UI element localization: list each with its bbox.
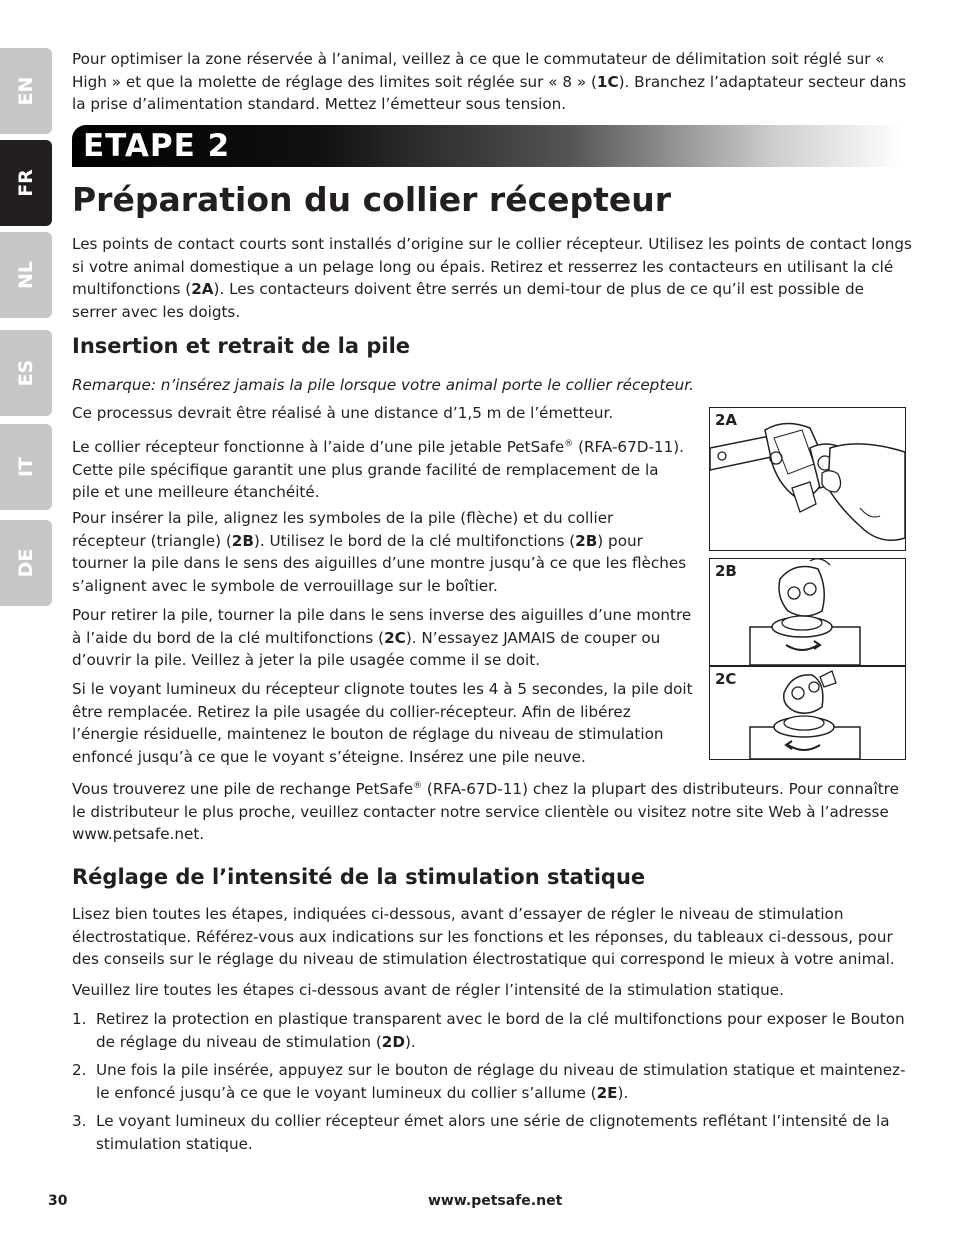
tab-es[interactable] <box>0 330 52 416</box>
figure-2c-label: 2C <box>715 670 737 688</box>
figure-2a <box>709 407 906 551</box>
figure-2b-2c <box>709 558 906 760</box>
tab-label-de: DE <box>15 548 37 578</box>
tab-en[interactable] <box>0 48 52 134</box>
contacts-text-2: ). Les contacteurs doivent être serrés un demi-tour de plus de ce qu’il est possible de serrer avec les doigts. <box>72 280 864 321</box>
static-steps-list <box>72 1008 908 1155</box>
tab-label-en: EN <box>15 76 37 106</box>
intro-text-2: ). Branchez l’adaptateur secteur dans la prise d’alimentation standard. Mettez l’émetteur sous tension. <box>72 72 907 113</box>
page-title: Préparation du collier récepteur <box>72 180 672 219</box>
battery-p3-text-a: Pour insérer la pile, alignez les symboles de la pile (flèche) et du collier récepteur (triangle) ( <box>72 509 614 550</box>
static-read-steps: Veuillez lire toutes les étapes ci-dessous avant de régler l’intensité de la stimulation statique. <box>72 981 784 999</box>
list-item <box>72 1059 908 1104</box>
tab-nl[interactable] <box>0 232 52 318</box>
step-banner-label: ETAPE 2 <box>83 128 231 164</box>
static-intro: Lisez bien toutes les étapes, indiquées ci-dessous, avant d’essayer de régler le niveau de stimulation électrostatique. Référez-vous aux indications sur les fonctions et les réponses, du tableaux ci-dessous, pour des conseils sur le réglage du niveau de stimulation électrostatique qui correspond le mieux à votre animal. <box>72 905 895 968</box>
step-number: 3. <box>72 1112 87 1130</box>
battery-ref-2c: 2C <box>384 628 406 647</box>
step-ref-2e: 2E <box>596 1083 618 1102</box>
tab-label-fr: FR <box>15 169 37 197</box>
battery-insert <box>72 507 687 597</box>
wrench-contacts-illustration <box>710 408 905 550</box>
battery-heading: Insertion et retrait de la pile <box>72 334 411 358</box>
list-item <box>72 1110 908 1155</box>
battery-note: Remarque: n’insérez jamais la pile lorsque votre animal porte le collier récepteur. <box>72 376 694 394</box>
tab-label-nl: NL <box>15 260 37 290</box>
static-heading: Réglage de l’intensité de la stimulation statique <box>72 865 646 889</box>
figure-2a-label: 2A <box>715 411 738 429</box>
tab-label-it: IT <box>15 456 37 478</box>
intro-text-1: Pour optimiser la zone réservée à l’animal, veillez à ce que le commutateur de délimitation soit réglé sur « High » et que la molette de réglage des limites soit réglée sur « 8 » ( <box>72 50 885 91</box>
battery-ref-2b-2: 2B <box>575 531 598 550</box>
step-ref-2d: 2D <box>381 1032 405 1051</box>
contacts-text-1: Les points de contact courts sont installés d’origine sur le collier récepteur. Utilisez les points de contact longs si votre animal domestique a un pelage long ou épais. Retirez et resserrez les contacteurs en utilisant la clé multifonctions ( <box>72 235 912 298</box>
battery-p3-text-c: ) pour tourner la pile dans le sens des aiguilles d’une montre jusqu’à ce que les flèches s’alignent avec le symbole de verrouillage sur le boîtier. <box>72 531 687 595</box>
contacts-paragraph <box>72 233 912 323</box>
page-number: 30 <box>48 1193 68 1209</box>
battery-p2-text-a: Le collier récepteur fonctionne à l’aide d’une pile jetable PetSafe <box>72 438 565 457</box>
battery-distance: Ce processus devrait être réalisé à une distance d’1,5 m de l’émetteur. <box>72 404 614 422</box>
battery-spare <box>72 775 912 846</box>
figure-2b-label: 2B <box>715 562 737 580</box>
intro-ref-1c: 1C <box>596 72 619 91</box>
battery-p3-text-b: ). Utilisez le bord de la clé multifonctions ( <box>253 531 576 550</box>
step-number: 2. <box>72 1061 87 1079</box>
step-text-end: ). <box>617 1083 629 1102</box>
tab-label-es: ES <box>15 359 37 387</box>
battery-remove <box>72 604 697 672</box>
registered-mark: ® <box>413 781 423 791</box>
contacts-ref-2a: 2A <box>191 280 214 298</box>
step-text: Retirez la protection en plastique transparent avec le bord de la clé multifonctions pour exposer le Bouton de réglage du niveau de stimulation ( <box>96 1010 905 1051</box>
tab-fr[interactable] <box>0 140 52 226</box>
battery-insert-remove-illustration <box>710 559 905 759</box>
registered-mark: ® <box>564 439 574 449</box>
step-text: Le voyant lumineux du collier récepteur émet alors une série de clignotements reflétant l’intensité de la stimulation statique. <box>96 1112 890 1153</box>
battery-p2-text-b: (RFA-67D-11). Cette pile spécifique garantit une plus grande facilité de remplacement de la pile et une meilleure étanchéité. <box>72 438 685 502</box>
battery-disposable <box>72 433 687 504</box>
tab-it[interactable] <box>0 424 52 510</box>
battery-p6-text-a: Vous trouverez une pile de rechange PetSafe <box>72 780 414 799</box>
step-text-end: ). <box>404 1032 416 1051</box>
step-number: 1. <box>72 1010 87 1028</box>
step-text: Une fois la pile insérée, appuyez sur le bouton de réglage du niveau de stimulation statique et maintenez-le enfoncé jusqu’à ce que le voyant lumineux du collier s’allume ( <box>96 1061 906 1102</box>
battery-replace: Si le voyant lumineux du récepteur clignote toutes les 4 à 5 secondes, la pile doit être remplacée. Retirez la pile usagée du collier-récepteur. Afin de libérez l’énergie résiduelle, maintenez le bouton de réglage du niveau de stimulation enfoncé jusqu’à ce que le voyant s’éteigne. Insérez une pile neuve. <box>72 680 693 766</box>
tab-de[interactable] <box>0 520 52 606</box>
footer-website-link[interactable]: www.petsafe.net <box>428 1193 563 1209</box>
battery-p4-text-a: Pour retirer la pile, tourner la pile dans le sens inverse des aiguilles d’une montre à l’aide du bord de la clé multifonctions ( <box>72 606 692 647</box>
battery-ref-2b-1: 2B <box>231 531 254 550</box>
step-banner <box>72 125 902 167</box>
intro-paragraph <box>72 48 912 116</box>
battery-p4-text-b: ). N’essayez JAMAIS de couper ou d’ouvrir la pile. Veillez à jeter la pile usagée comme il se doit. <box>72 628 661 669</box>
battery-p6-text-b: (RFA-67D-11) chez la plupart des distributeurs. Pour connaître le distributeur le plus proche, veuillez contacter notre service clientèle ou visitez notre site Web à l’adresse www.petsafe.net. <box>72 780 899 844</box>
list-item <box>72 1008 908 1053</box>
